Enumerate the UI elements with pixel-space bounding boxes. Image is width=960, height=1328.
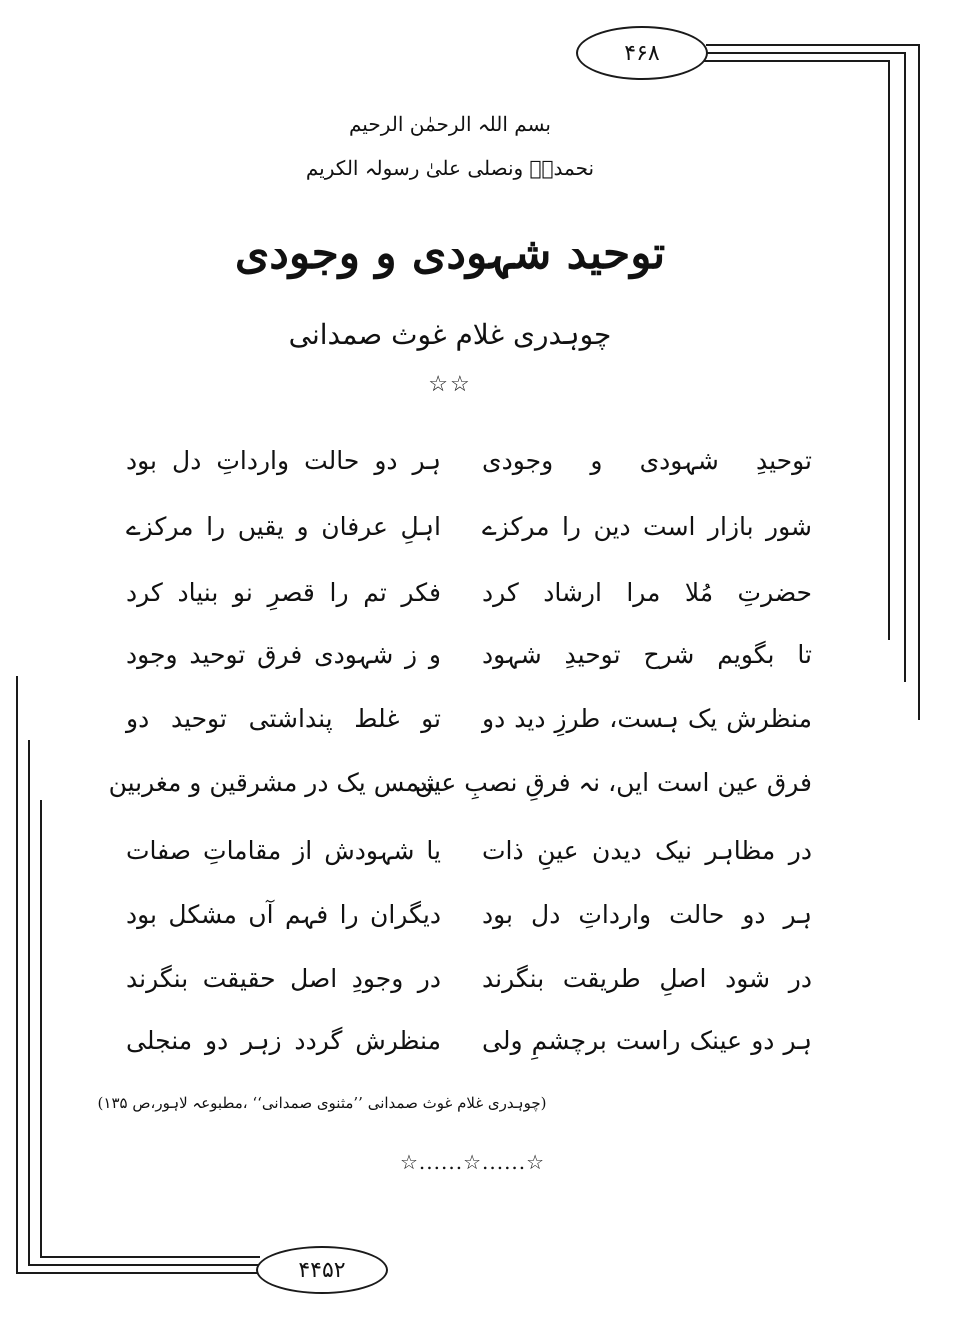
author-name: چوہدری غلام غوث صمدانی — [288, 318, 612, 351]
frame-line-top-middle — [704, 52, 906, 54]
verse-left-6: شمس یک در مشرقین و مغربین — [108, 768, 441, 797]
verse-left-3: فکر تم را قصرِ نو بنیاد کرد — [126, 578, 441, 607]
verse-right-7: در مظاہر نیک دیدن عینِ ذات — [482, 836, 812, 865]
verse-left-10: منظرش گردد زہر دو منجلی — [126, 1026, 441, 1055]
frame-line-right-outer — [918, 44, 920, 720]
frame-line-top-inner — [702, 60, 890, 62]
verse-right-9: در شود اصلِ طریقت بنگرند — [482, 964, 812, 993]
frame-line-left-outer — [16, 676, 18, 1274]
frame-line-left-inner — [40, 800, 42, 1258]
verse-right-10: ہر دو عینک راست برچشمِ ولی — [482, 1026, 812, 1055]
verse-right-3: حضرتِ مُلا مرا ارشاد کرد — [482, 578, 812, 607]
page-number-top: ۴۶۸ — [576, 26, 708, 80]
verse-right-6: فرق عین است ایں، نہ فرقِ نصبِ عین — [414, 768, 812, 797]
frame-line-left-middle — [28, 740, 30, 1266]
verse-left-2: اہلِ عرفان و یقیں را مرکزے — [126, 512, 441, 541]
verse-right-5: منظرش یک ہست، طرزِ دید دو — [482, 704, 812, 733]
page-number-bottom: ۴۴۵۲ — [256, 1246, 388, 1294]
frame-line-right-middle — [904, 52, 906, 682]
verse-left-1: ہر دو حالت وارداتِ دل بود — [126, 446, 441, 475]
verse-left-7: یا شہودش از مقاماتِ صفات — [126, 836, 441, 865]
verse-left-4: و ز شہودی فرق توحید وجود — [126, 640, 441, 669]
source-citation: (چوہدری غلام غوث صمدانی ’’مثنوی صمدانی‘‘ ،مطبوعہ لاہور،ص ۱۳۵) — [97, 1094, 547, 1112]
verse-right-1: توحیدِ شہودی و وجودی — [482, 446, 812, 475]
verse-left-5: تو غلط پنداشتی توحید دو — [126, 704, 441, 733]
frame-line-bottom-outer — [16, 1272, 260, 1274]
bismillah-line: بسم اللہ الرحمٰن الرحیم — [348, 112, 551, 136]
verse-right-2: شور بازار است دین را مرکزے — [482, 512, 812, 541]
frame-line-bottom-inner — [40, 1256, 260, 1258]
star-ornament-top: ☆☆ — [428, 372, 472, 397]
frame-line-bottom-middle — [28, 1264, 260, 1266]
page-title: توحید شہودی و وجودی — [234, 228, 666, 279]
verse-right-4: تا بگویم شرح توحیدِ شہود — [482, 640, 812, 669]
frame-line-top-outer — [706, 44, 920, 46]
verse-left-9: در وجودِ اصل حقیقت بنگرند — [126, 964, 441, 993]
star-ornament-bottom: ☆......☆......☆ — [400, 1150, 546, 1174]
verse-right-8: ہر دو حالت وارداتِ دل بود — [482, 900, 812, 929]
salutation-line: نحمدہٗ ونصلی علیٰ رسولہ الکریم — [305, 156, 595, 180]
verse-left-8: دیگران را فہم آں مشکل بود — [126, 900, 441, 929]
